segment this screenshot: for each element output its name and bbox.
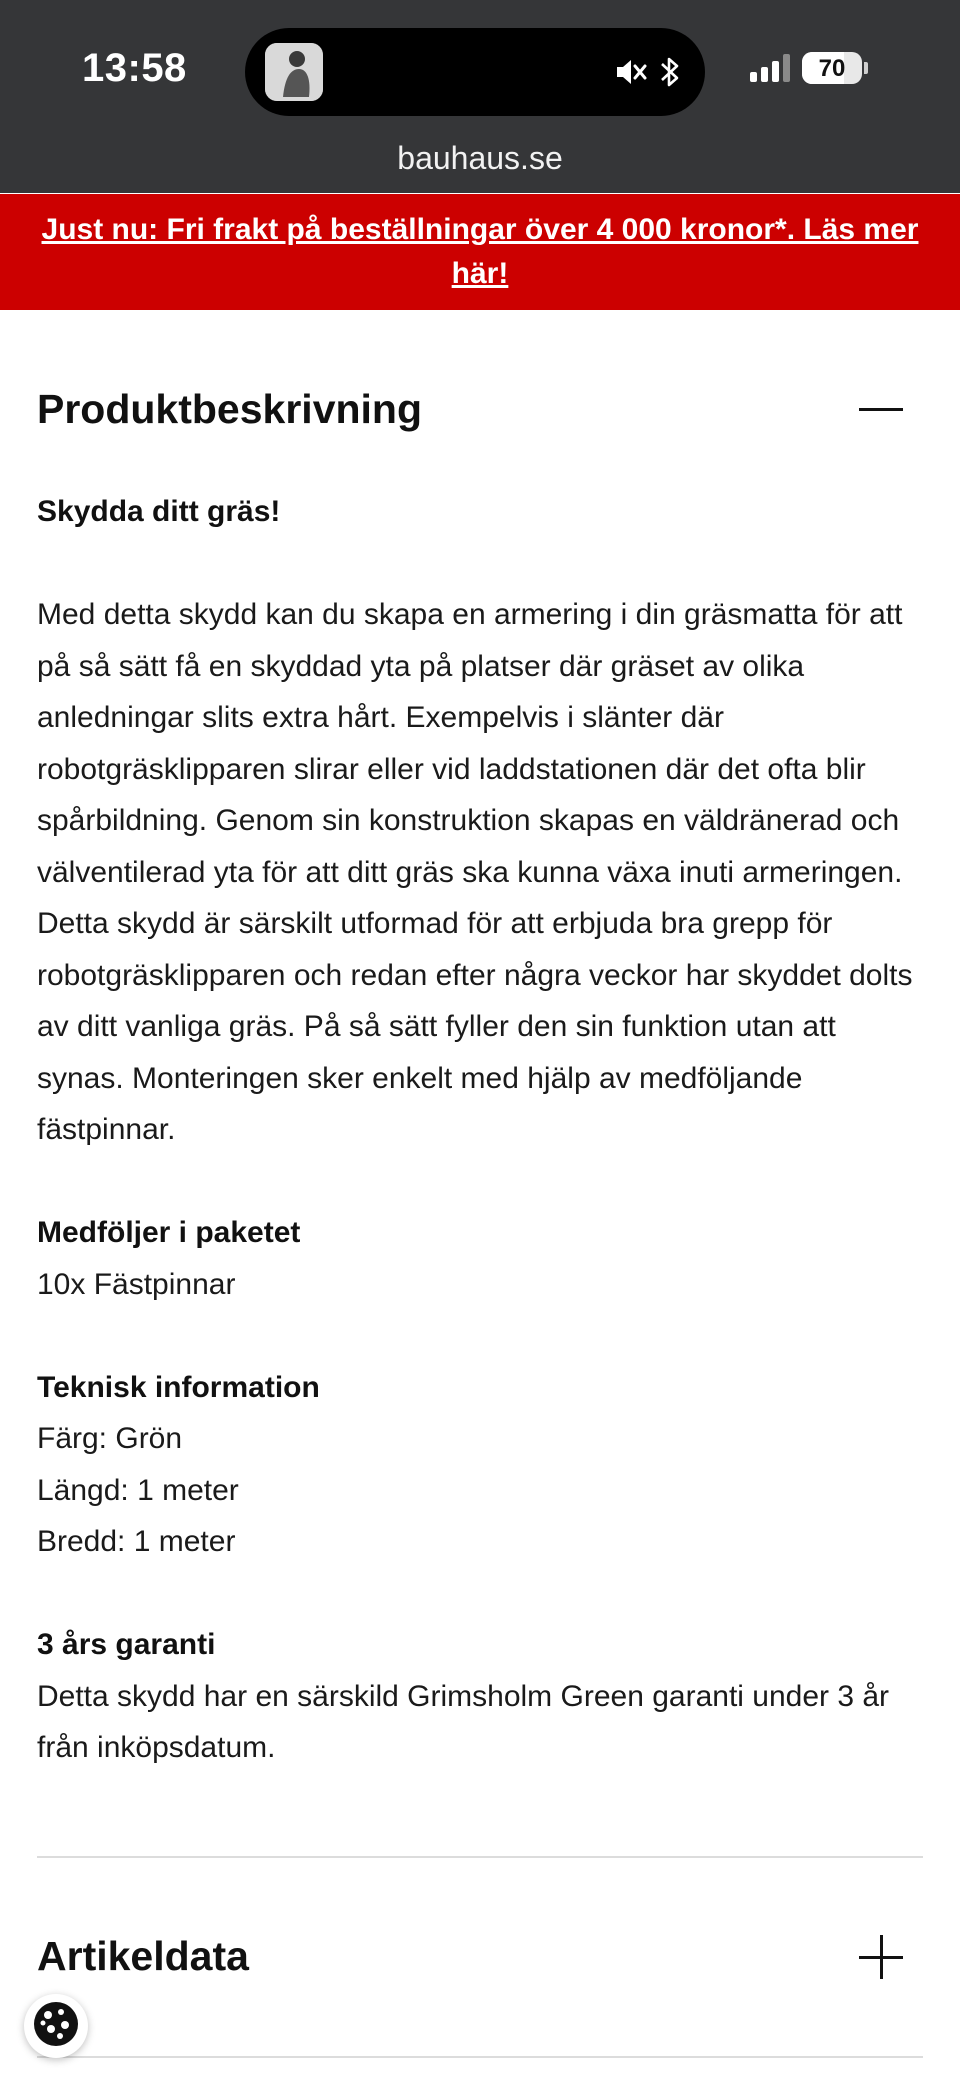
article-data-header[interactable] xyxy=(37,1858,923,2056)
article-data-title: Artikeldata xyxy=(37,1933,249,1979)
bluetooth-icon xyxy=(657,54,683,95)
included-title: Medföljer i paketet xyxy=(37,1216,301,1249)
tech-item-color: Färg: Grön xyxy=(37,1422,183,1455)
mute-icon xyxy=(613,54,649,95)
status-time: 13:58 xyxy=(82,46,187,90)
cookie-icon xyxy=(31,1999,81,2054)
collapse-icon[interactable] xyxy=(857,385,905,433)
battery-tip xyxy=(864,62,868,74)
description-text: Med detta skydd kan du skapa en armering i din gräsmatta för att på så sätt få en skyddad yta på platser där gräset av olika anledningar slits extra hårt. Exempelvis i slänter där robotgräsklipparen slirar eller vid laddstationen där det ofta blir spårbildning. Genom sin konstruktion skapas en väldränerad och välventilerad yta för att ditt gräs ska kunna växa inuti armeringen. Detta skydd är särskilt utformad för att erbjuda bra grepp för robotgräsklipparen och redan efter några veckor har skyddet dolts av ditt vanliga gräs. På så sätt fyller den sin funktion utan att synas. Monteringen sker enkelt med hjälp av medföljande fästpinnar. xyxy=(37,598,913,1146)
main-content xyxy=(37,310,923,2058)
promo-banner xyxy=(0,194,960,310)
section-title: Produktbeskrivning xyxy=(37,385,423,432)
section-divider-bottom xyxy=(37,2056,923,2058)
cookie-settings-button[interactable] xyxy=(24,1994,88,2058)
battery-icon xyxy=(802,52,862,84)
tech-title: Teknisk information xyxy=(37,1370,320,1404)
included-item: 10x Fästpinnar xyxy=(37,1267,236,1301)
dynamic-island[interactable] xyxy=(245,28,705,116)
warranty-title: 3 års garanti xyxy=(37,1628,216,1661)
browser-chrome xyxy=(0,0,960,193)
description-heading: Skydda ditt gräs! xyxy=(37,495,281,528)
promo-link[interactable]: Just nu: Fri frakt på beställningar över 4 000 kronor*. Läs mer här! xyxy=(41,213,919,290)
tech-item-width: Bredd: 1 meter xyxy=(37,1525,236,1558)
expand-icon[interactable] xyxy=(857,1933,905,1981)
warranty-text: Detta skydd har en särskild Grimsholm Green garanti under 3 år från inköpsdatum. xyxy=(37,1679,890,1764)
battery-level: 70 xyxy=(818,55,846,82)
tech-item-length: Längd: 1 meter xyxy=(37,1473,239,1507)
signal-icon xyxy=(750,54,790,82)
address-bar-url[interactable]: bauhaus.se xyxy=(397,140,563,176)
product-description-header[interactable] xyxy=(37,310,923,508)
product-description-body xyxy=(37,486,923,1774)
now-playing-thumbnail[interactable] xyxy=(265,43,323,101)
